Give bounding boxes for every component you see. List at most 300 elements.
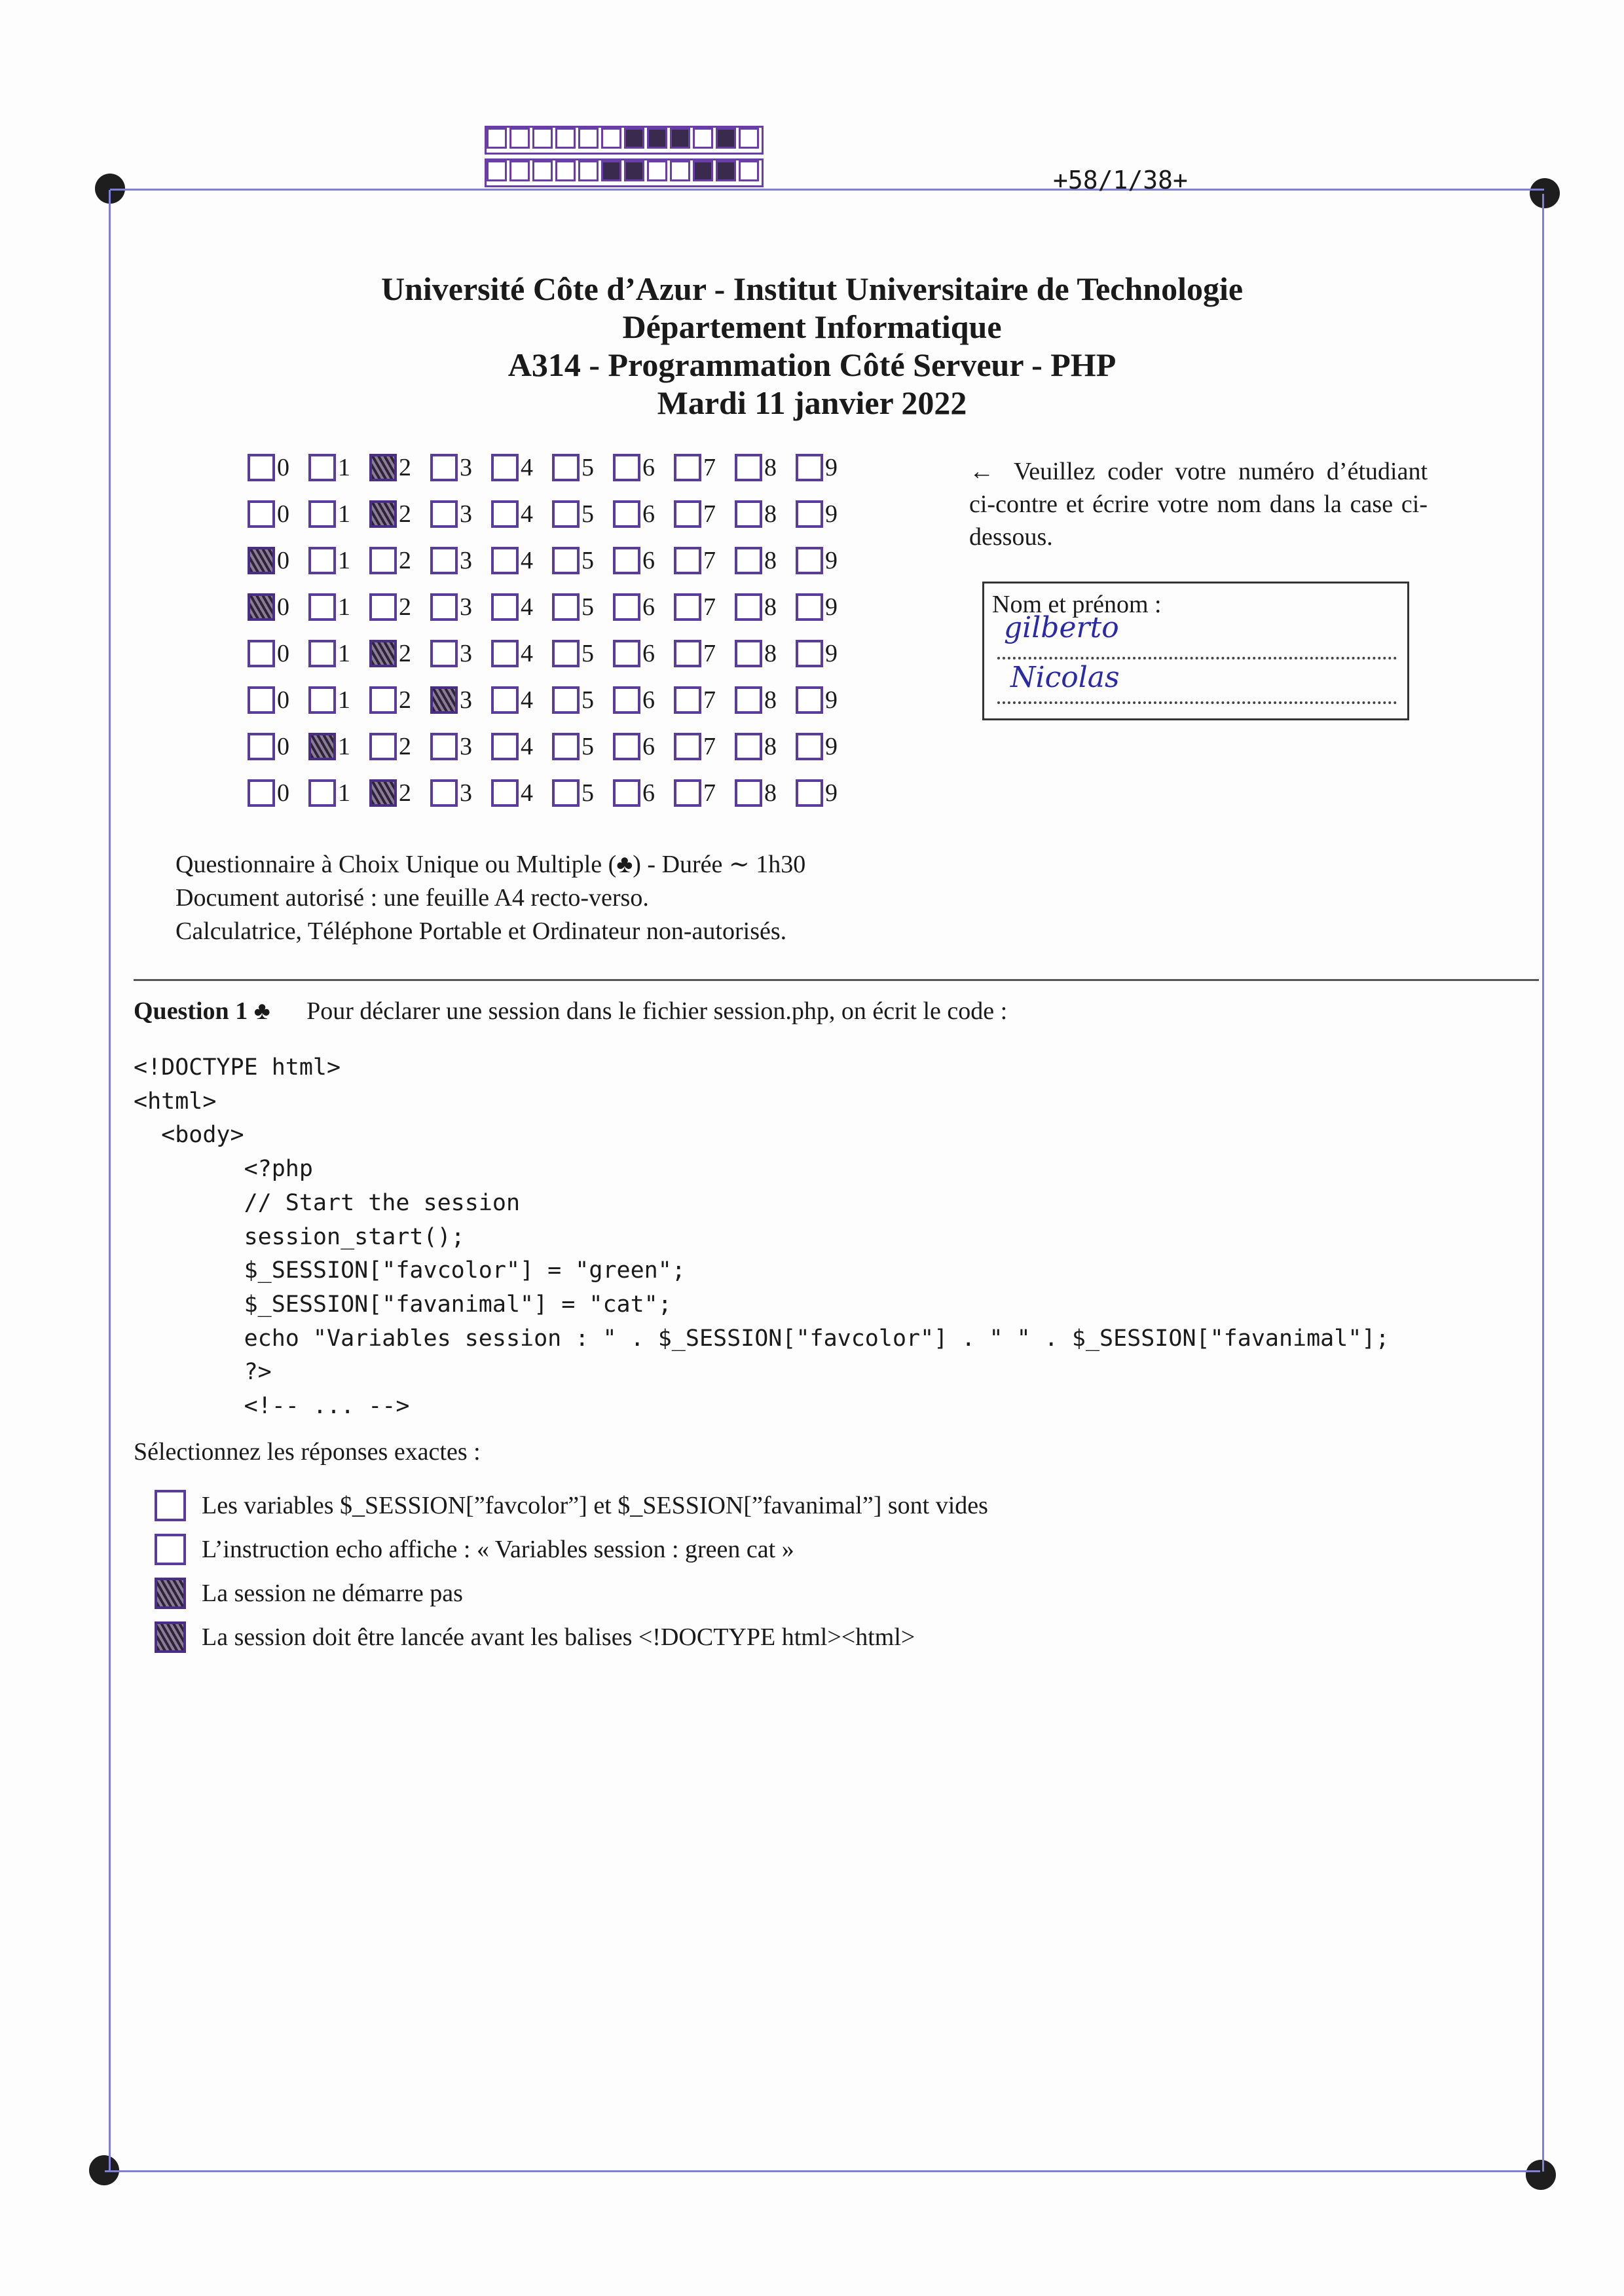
student-id-row bbox=[248, 630, 857, 676]
question-header bbox=[134, 997, 1007, 1026]
student-id-checkbox[interactable] bbox=[735, 640, 762, 667]
student-id-checkbox[interactable] bbox=[491, 733, 519, 760]
student-id-cell[interactable] bbox=[735, 453, 796, 482]
student-id-digit: 5 bbox=[581, 593, 594, 621]
student-id-digit: 2 bbox=[399, 453, 411, 481]
student-id-cell[interactable] bbox=[430, 500, 491, 528]
frame-top-line bbox=[110, 189, 1544, 191]
student-id-checkbox[interactable] bbox=[552, 779, 580, 807]
student-id-checkbox[interactable] bbox=[796, 640, 823, 667]
student-id-cell[interactable] bbox=[491, 732, 552, 761]
student-id-checkbox[interactable] bbox=[796, 454, 823, 481]
student-id-digit: 1 bbox=[338, 593, 350, 621]
student-id-cell[interactable] bbox=[491, 639, 552, 668]
student-id-digit: 4 bbox=[521, 593, 533, 621]
student-id-checkbox[interactable] bbox=[369, 779, 397, 807]
student-id-digit: 3 bbox=[460, 593, 472, 621]
student-id-checkbox[interactable] bbox=[796, 686, 823, 714]
student-id-checkbox[interactable] bbox=[613, 686, 640, 714]
student-id-cell[interactable] bbox=[735, 732, 796, 761]
answer-text-4: La session doit être lancée avant les balises <!DOCTYPE html><html> bbox=[202, 1623, 915, 1651]
student-id-digit: 0 bbox=[277, 500, 289, 528]
student-id-row bbox=[248, 723, 857, 769]
student-id-digit: 4 bbox=[521, 686, 533, 714]
student-id-digit: 1 bbox=[338, 732, 350, 760]
student-id-cell[interactable] bbox=[308, 546, 369, 575]
student-id-checkbox[interactable] bbox=[735, 686, 762, 714]
student-id-cell[interactable] bbox=[552, 639, 613, 668]
student-id-checkbox[interactable] bbox=[248, 640, 275, 667]
student-id-digit: 7 bbox=[703, 453, 716, 481]
separator-line bbox=[134, 979, 1539, 981]
student-id-checkbox[interactable] bbox=[613, 779, 640, 807]
student-id-cell[interactable] bbox=[491, 779, 552, 807]
student-id-digit: 5 bbox=[581, 686, 594, 714]
student-id-cell[interactable] bbox=[735, 686, 796, 714]
student-id-cell[interactable] bbox=[308, 500, 369, 528]
student-id-cell[interactable] bbox=[613, 779, 674, 807]
student-id-checkbox[interactable] bbox=[552, 686, 580, 714]
student-id-cell[interactable] bbox=[430, 453, 491, 482]
student-id-checkbox[interactable] bbox=[552, 454, 580, 481]
barcode-cell bbox=[716, 160, 736, 181]
student-id-cell[interactable] bbox=[796, 593, 857, 621]
student-id-digit: 9 bbox=[825, 500, 838, 528]
student-id-cell[interactable] bbox=[613, 639, 674, 668]
arrow-left-icon: ← bbox=[969, 458, 994, 485]
student-id-digit: 3 bbox=[460, 500, 472, 528]
student-id-cell[interactable] bbox=[552, 546, 613, 575]
student-id-checkbox[interactable] bbox=[430, 593, 458, 621]
header-university: Université Côte d’Azur - Institut Universitaire de Technologie bbox=[380, 270, 1244, 307]
student-id-cell[interactable] bbox=[613, 593, 674, 621]
barcode-cell bbox=[509, 128, 530, 149]
barcode-row-2 bbox=[485, 158, 764, 187]
student-id-cell[interactable] bbox=[552, 732, 613, 761]
answer-option-1[interactable] bbox=[155, 1483, 988, 1527]
student-id-checkbox[interactable] bbox=[552, 640, 580, 667]
student-id-digit: 7 bbox=[703, 500, 716, 528]
rules-line-3: Calculatrice, Téléphone Portable et Ordinateur non-autorisés. bbox=[175, 917, 787, 945]
handwritten-first-name: gilberto bbox=[1004, 611, 1119, 644]
student-id-cell[interactable] bbox=[308, 639, 369, 668]
student-id-row bbox=[248, 537, 857, 583]
student-id-cell[interactable] bbox=[369, 732, 430, 761]
student-id-cell[interactable] bbox=[248, 686, 308, 714]
student-id-cell[interactable] bbox=[308, 686, 369, 714]
question-text: Pour déclarer une session dans le fichier session.php, on écrit le code : bbox=[306, 997, 1008, 1025]
student-id-checkbox[interactable] bbox=[491, 454, 519, 481]
student-id-cell[interactable] bbox=[248, 453, 308, 482]
student-id-cell[interactable] bbox=[674, 593, 735, 621]
student-id-cell[interactable] bbox=[491, 686, 552, 714]
student-id-checkbox[interactable] bbox=[491, 593, 519, 621]
answer-option-2[interactable] bbox=[155, 1527, 988, 1571]
student-id-checkbox[interactable] bbox=[796, 779, 823, 807]
student-id-checkbox[interactable] bbox=[796, 547, 823, 574]
answer-option-3[interactable] bbox=[155, 1571, 988, 1615]
student-id-digit: 4 bbox=[521, 546, 533, 574]
student-id-digit: 8 bbox=[764, 593, 777, 621]
student-id-checkbox[interactable] bbox=[735, 733, 762, 760]
student-id-checkbox[interactable] bbox=[430, 640, 458, 667]
student-id-cell[interactable] bbox=[674, 500, 735, 528]
student-id-cell[interactable] bbox=[430, 639, 491, 668]
student-id-digit: 9 bbox=[825, 453, 838, 481]
student-id-digit: 1 bbox=[338, 686, 350, 714]
student-id-row bbox=[248, 491, 857, 537]
code-block: <!DOCTYPE html> <html> <body> <?php // Start the session session_start(); $_SESSION["favcolor"] = "green"; $_SESSION["favanimal"] = "cat"; echo "Variables session : " . $_SESSION["favcolor"] . " " . $_SESSION["favanimal"]; ?> <!-- ... --> bbox=[134, 1054, 1390, 1420]
student-id-checkbox[interactable] bbox=[369, 733, 397, 760]
student-id-checkbox[interactable] bbox=[308, 640, 336, 667]
barcode-cell bbox=[578, 128, 599, 149]
student-id-cell[interactable] bbox=[369, 453, 430, 482]
student-id-cell[interactable] bbox=[491, 593, 552, 621]
student-id-digit: 3 bbox=[460, 639, 472, 667]
student-id-checkbox[interactable] bbox=[369, 547, 397, 574]
student-id-checkbox[interactable] bbox=[248, 547, 275, 574]
student-id-cell[interactable] bbox=[796, 686, 857, 714]
student-id-digit: 5 bbox=[581, 500, 594, 528]
student-id-checkbox[interactable] bbox=[674, 547, 701, 574]
student-id-checkbox[interactable] bbox=[248, 454, 275, 481]
answer-list bbox=[155, 1483, 988, 1659]
barcode-cell bbox=[555, 160, 576, 181]
barcode-cell bbox=[555, 128, 576, 149]
student-id-digit: 2 bbox=[399, 546, 411, 574]
barcode-cell bbox=[670, 128, 690, 149]
student-id-cell[interactable] bbox=[796, 639, 857, 668]
student-id-checkbox[interactable] bbox=[613, 547, 640, 574]
student-id-digit: 4 bbox=[521, 779, 533, 807]
student-id-digit: 8 bbox=[764, 779, 777, 807]
student-id-cell[interactable] bbox=[552, 686, 613, 714]
student-id-checkbox[interactable] bbox=[735, 593, 762, 621]
student-id-cell[interactable] bbox=[308, 453, 369, 482]
answer-text-3: La session ne démarre pas bbox=[202, 1579, 463, 1607]
barcode-cell bbox=[532, 160, 553, 181]
barcode-cell bbox=[601, 160, 621, 181]
student-id-cell[interactable] bbox=[735, 779, 796, 807]
student-id-digit: 0 bbox=[277, 593, 289, 621]
student-id-digit: 7 bbox=[703, 779, 716, 807]
rules-line-1: Questionnaire à Choix Unique ou Multiple (♣) - Durée ∼ 1h30 bbox=[175, 851, 806, 878]
student-id-checkbox[interactable] bbox=[613, 454, 640, 481]
student-id-cell[interactable] bbox=[552, 453, 613, 482]
barcode-cell bbox=[487, 128, 507, 149]
student-id-row bbox=[248, 583, 857, 630]
name-dotted-line-2 bbox=[997, 701, 1397, 704]
question-label: Question 1 ♣ bbox=[134, 997, 270, 1025]
answer-text-2: L’instruction echo affiche : « Variables session : green cat » bbox=[202, 1535, 794, 1563]
barcode-row-1 bbox=[485, 126, 764, 155]
header-date: Mardi 11 janvier 2022 bbox=[657, 384, 967, 421]
student-id-cell[interactable] bbox=[369, 779, 430, 807]
student-id-checkbox[interactable] bbox=[491, 547, 519, 574]
student-id-digit: 7 bbox=[703, 546, 716, 574]
registration-mark-top-right bbox=[1530, 178, 1560, 208]
student-id-digit: 7 bbox=[703, 732, 716, 760]
student-id-cell[interactable] bbox=[674, 639, 735, 668]
student-id-checkbox[interactable] bbox=[308, 733, 336, 760]
student-id-digit: 2 bbox=[399, 593, 411, 621]
student-id-digit: 1 bbox=[338, 453, 350, 481]
barcode-cell bbox=[739, 128, 759, 149]
student-id-digit: 2 bbox=[399, 639, 411, 667]
student-id-checkbox[interactable] bbox=[430, 547, 458, 574]
barcode-cell bbox=[647, 160, 667, 181]
student-id-cell[interactable] bbox=[735, 639, 796, 668]
frame-left-line bbox=[109, 190, 111, 2172]
student-id-checkbox[interactable] bbox=[430, 779, 458, 807]
student-id-checkbox[interactable] bbox=[248, 500, 275, 528]
student-id-checkbox[interactable] bbox=[308, 454, 336, 481]
student-id-digit: 8 bbox=[764, 453, 777, 481]
student-id-checkbox[interactable] bbox=[552, 547, 580, 574]
student-id-digit: 7 bbox=[703, 686, 716, 714]
student-id-digit: 3 bbox=[460, 732, 472, 760]
student-id-checkbox[interactable] bbox=[613, 500, 640, 528]
student-id-checkbox[interactable] bbox=[308, 779, 336, 807]
student-id-cell[interactable] bbox=[430, 546, 491, 575]
student-id-digit: 8 bbox=[764, 639, 777, 667]
student-id-cell[interactable] bbox=[248, 546, 308, 575]
student-id-digit: 9 bbox=[825, 546, 838, 574]
student-id-digit: 8 bbox=[764, 500, 777, 528]
student-id-cell[interactable] bbox=[613, 546, 674, 575]
student-id-digit: 0 bbox=[277, 732, 289, 760]
student-id-digit: 3 bbox=[460, 779, 472, 807]
student-id-checkbox[interactable] bbox=[369, 500, 397, 528]
student-id-digit: 0 bbox=[277, 453, 289, 481]
student-id-cell[interactable] bbox=[796, 500, 857, 528]
student-id-digit: 6 bbox=[642, 639, 655, 667]
answer-checkbox-4[interactable] bbox=[155, 1621, 186, 1653]
student-id-checkbox[interactable] bbox=[430, 686, 458, 714]
student-id-checkbox[interactable] bbox=[308, 500, 336, 528]
student-id-digit: 6 bbox=[642, 546, 655, 574]
answer-checkbox-3[interactable] bbox=[155, 1578, 186, 1609]
student-id-cell[interactable] bbox=[491, 453, 552, 482]
student-id-digit: 1 bbox=[338, 779, 350, 807]
student-id-checkbox[interactable] bbox=[248, 686, 275, 714]
student-id-cell[interactable] bbox=[735, 593, 796, 621]
student-id-digit: 6 bbox=[642, 593, 655, 621]
student-id-cell[interactable] bbox=[491, 546, 552, 575]
name-box[interactable] bbox=[982, 582, 1409, 720]
student-id-cell[interactable] bbox=[369, 686, 430, 714]
student-id-checkbox[interactable] bbox=[674, 593, 701, 621]
student-id-digit: 9 bbox=[825, 639, 838, 667]
student-id-digit: 5 bbox=[581, 779, 594, 807]
student-id-digit: 9 bbox=[825, 593, 838, 621]
student-id-digit: 4 bbox=[521, 500, 533, 528]
student-id-cell[interactable] bbox=[248, 500, 308, 528]
student-id-cell[interactable] bbox=[613, 686, 674, 714]
frame-bottom-line bbox=[105, 2170, 1540, 2172]
student-id-checkbox[interactable] bbox=[552, 500, 580, 528]
student-id-digit: 2 bbox=[399, 500, 411, 528]
answer-checkbox-1[interactable] bbox=[155, 1490, 186, 1521]
student-id-checkbox[interactable] bbox=[369, 686, 397, 714]
student-id-digit: 9 bbox=[825, 732, 838, 760]
student-id-checkbox[interactable] bbox=[674, 640, 701, 667]
student-id-digit: 8 bbox=[764, 546, 777, 574]
student-id-digit: 5 bbox=[581, 453, 594, 481]
student-id-checkbox[interactable] bbox=[248, 733, 275, 760]
student-id-checkbox[interactable] bbox=[430, 500, 458, 528]
student-id-checkbox[interactable] bbox=[735, 454, 762, 481]
student-id-checkbox[interactable] bbox=[613, 593, 640, 621]
student-id-grid bbox=[248, 444, 857, 816]
student-id-digit: 5 bbox=[581, 546, 594, 574]
student-id-checkbox[interactable] bbox=[613, 733, 640, 760]
student-id-cell[interactable] bbox=[674, 546, 735, 575]
barcode-cell bbox=[578, 160, 599, 181]
student-id-cell[interactable] bbox=[369, 546, 430, 575]
student-id-digit: 3 bbox=[460, 686, 472, 714]
student-id-digit: 2 bbox=[399, 779, 411, 807]
student-id-digit: 2 bbox=[399, 732, 411, 760]
student-id-checkbox[interactable] bbox=[674, 686, 701, 714]
student-id-checkbox[interactable] bbox=[491, 686, 519, 714]
student-id-cell[interactable] bbox=[430, 686, 491, 714]
header-course: A314 - Programmation Côté Serveur - PHP bbox=[507, 346, 1116, 383]
student-id-checkbox[interactable] bbox=[735, 547, 762, 574]
student-id-row bbox=[248, 676, 857, 723]
student-id-digit: 6 bbox=[642, 500, 655, 528]
student-id-row bbox=[248, 444, 857, 491]
student-id-checkbox[interactable] bbox=[796, 500, 823, 528]
student-id-cell[interactable] bbox=[552, 593, 613, 621]
student-id-cell[interactable] bbox=[613, 732, 674, 761]
student-id-checkbox[interactable] bbox=[248, 593, 275, 621]
student-id-checkbox[interactable] bbox=[491, 779, 519, 807]
student-id-checkbox[interactable] bbox=[369, 454, 397, 481]
name-dotted-line-1 bbox=[997, 657, 1397, 659]
frame-right-line bbox=[1542, 194, 1544, 2172]
student-id-cell[interactable] bbox=[796, 546, 857, 575]
student-id-cell[interactable] bbox=[491, 500, 552, 528]
student-id-digit: 3 bbox=[460, 546, 472, 574]
student-id-checkbox[interactable] bbox=[735, 779, 762, 807]
student-id-cell[interactable] bbox=[430, 779, 491, 807]
student-id-cell[interactable] bbox=[674, 732, 735, 761]
student-id-cell[interactable] bbox=[613, 453, 674, 482]
student-id-checkbox[interactable] bbox=[735, 500, 762, 528]
student-id-checkbox[interactable] bbox=[674, 500, 701, 528]
student-id-checkbox[interactable] bbox=[552, 593, 580, 621]
student-id-checkbox[interactable] bbox=[369, 593, 397, 621]
student-id-cell[interactable] bbox=[613, 500, 674, 528]
student-id-digit: 9 bbox=[825, 779, 838, 807]
barcode-cell bbox=[739, 160, 759, 181]
student-id-digit: 4 bbox=[521, 639, 533, 667]
student-id-digit: 6 bbox=[642, 732, 655, 760]
student-id-cell[interactable] bbox=[308, 779, 369, 807]
student-id-cell[interactable] bbox=[552, 779, 613, 807]
student-id-digit: 5 bbox=[581, 639, 594, 667]
rules-line-2: Document autorisé : une feuille A4 recto-verso. bbox=[175, 884, 649, 912]
student-id-checkbox[interactable] bbox=[248, 779, 275, 807]
student-id-checkbox[interactable] bbox=[308, 686, 336, 714]
student-id-cell[interactable] bbox=[735, 546, 796, 575]
name-box-label: Nom et prénom : bbox=[992, 591, 1162, 618]
student-id-cell[interactable] bbox=[369, 639, 430, 668]
student-id-digit: 3 bbox=[460, 453, 472, 481]
student-id-cell[interactable] bbox=[369, 593, 430, 621]
exam-rules bbox=[175, 848, 805, 948]
barcode-cell bbox=[624, 128, 644, 149]
answer-option-4[interactable] bbox=[155, 1615, 988, 1659]
student-id-cell[interactable] bbox=[430, 593, 491, 621]
student-id-cell[interactable] bbox=[552, 500, 613, 528]
student-id-checkbox[interactable] bbox=[552, 733, 580, 760]
student-id-digit: 5 bbox=[581, 732, 594, 760]
barcode-cell bbox=[670, 160, 690, 181]
barcode-cell bbox=[647, 128, 667, 149]
answers-prompt: Sélectionnez les réponses exactes : bbox=[134, 1438, 481, 1466]
student-id-checkbox[interactable] bbox=[674, 733, 701, 760]
student-id-checkbox[interactable] bbox=[491, 500, 519, 528]
student-id-digit: 7 bbox=[703, 639, 716, 667]
student-id-checkbox[interactable] bbox=[308, 547, 336, 574]
student-id-cell[interactable] bbox=[308, 593, 369, 621]
barcode-cell bbox=[716, 128, 736, 149]
student-id-cell[interactable] bbox=[796, 779, 857, 807]
student-id-cell[interactable] bbox=[308, 732, 369, 761]
instructions-text: Veuillez coder votre numéro d’étudiant ci-contre et écrire votre nom dans la case ci-dessous. bbox=[969, 458, 1428, 551]
answer-checkbox-2[interactable] bbox=[155, 1534, 186, 1565]
student-id-checkbox[interactable] bbox=[796, 593, 823, 621]
student-id-cell[interactable] bbox=[674, 779, 735, 807]
student-id-cell[interactable] bbox=[248, 639, 308, 668]
student-id-checkbox[interactable] bbox=[674, 779, 701, 807]
barcode-cell bbox=[509, 160, 530, 181]
student-id-checkbox[interactable] bbox=[491, 640, 519, 667]
barcode-cell bbox=[487, 160, 507, 181]
student-id-cell[interactable] bbox=[430, 732, 491, 761]
student-id-digit: 1 bbox=[338, 500, 350, 528]
student-id-cell[interactable] bbox=[674, 453, 735, 482]
id-instructions bbox=[969, 455, 1428, 553]
page-id: +58/1/38+ bbox=[1053, 166, 1188, 194]
student-id-checkbox[interactable] bbox=[308, 593, 336, 621]
student-id-checkbox[interactable] bbox=[613, 640, 640, 667]
student-id-cell[interactable] bbox=[248, 732, 308, 761]
student-id-cell[interactable] bbox=[369, 500, 430, 528]
student-id-digit: 1 bbox=[338, 546, 350, 574]
student-id-checkbox[interactable] bbox=[674, 454, 701, 481]
student-id-checkbox[interactable] bbox=[369, 640, 397, 667]
student-id-cell[interactable] bbox=[248, 593, 308, 621]
barcode-cell bbox=[624, 160, 644, 181]
student-id-checkbox[interactable] bbox=[796, 733, 823, 760]
student-id-digit: 4 bbox=[521, 732, 533, 760]
student-id-digit: 2 bbox=[399, 686, 411, 714]
student-id-digit: 0 bbox=[277, 546, 289, 574]
student-id-digit: 4 bbox=[521, 453, 533, 481]
student-id-cell[interactable] bbox=[248, 779, 308, 807]
student-id-cell[interactable] bbox=[674, 686, 735, 714]
student-id-cell[interactable] bbox=[796, 453, 857, 482]
student-id-cell[interactable] bbox=[735, 500, 796, 528]
student-id-cell[interactable] bbox=[796, 732, 857, 761]
student-id-checkbox[interactable] bbox=[430, 733, 458, 760]
student-id-checkbox[interactable] bbox=[430, 454, 458, 481]
student-id-digit: 0 bbox=[277, 779, 289, 807]
answer-text-1: Les variables $_SESSION[”favcolor”] et $_SESSION[”favanimal”] sont vides bbox=[202, 1491, 988, 1519]
